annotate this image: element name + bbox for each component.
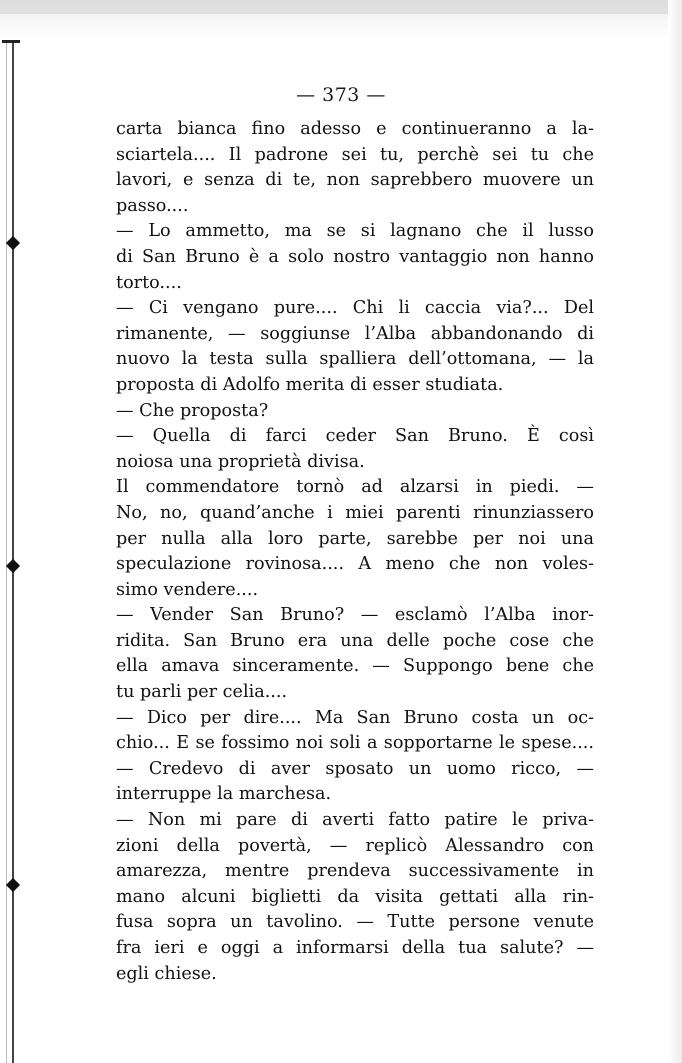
page-top-edge [0,0,682,14]
text-line: speculazione rovinosa.... A meno che non voles- [116,554,594,575]
text-line: torto.... [116,272,182,293]
text-line: — Credevo di aver sposato un uomo ricco, — [116,758,594,779]
binding-notch [2,40,20,43]
text-line: mano alcuni biglietti da visita gettati alla rin- [116,886,594,907]
text-line: chio... E se fossimo noi soli a sopportarne le spese.... [116,733,594,754]
text-line: — Che proposta? [116,400,269,421]
text-line: carta bianca fino adesso e continueranno a la- [116,119,594,139]
text-line: amarezza, mentre prendeva successivamente in [116,861,594,882]
text-line: No, no, quand’anche i miei parenti rinunziassero [116,502,594,523]
text-line: sciartela.... Il padrone sei tu, perchè sei tu che [116,144,594,165]
text-line: — Ci vengano pure.... Chi li caccia via?... Del [116,298,594,319]
page-right-edge [668,0,682,1063]
text-line: fra ieri e oggi a informarsi della tua salute? — [116,938,594,958]
text-line: — Quella di farci ceder San Bruno. È così [116,426,594,447]
text-line: simo vendere.... [116,579,259,600]
text-line: rimanente, — soggiunse l’Alba abbandonando di [116,323,594,344]
text-line: noiosa una proprietà divisa. [116,451,365,472]
binding-mark-1 [6,236,20,250]
text-line: zioni della povertà, — replicò Alessandro con [116,835,594,856]
text-line: nuovo la testa sulla spalliera dell’ottomana, — la [116,349,594,370]
text-line: di San Bruno è a solo nostro vantaggio non hanno [116,246,594,267]
text-line: interruppe la marchesa. [116,784,332,805]
text-line: per nulla alla loro parte, sarebbe per noi una [116,528,594,549]
text-line: ella amava sinceramente. — Suppongo bene che [116,656,594,677]
body-text [116,117,594,987]
text-line: — Non mi pare di averti fatto patire le priva- [116,810,594,831]
text-line: — Lo ammetto, ma se si lagnano che il lusso [116,221,594,242]
text-line: fusa sopra un tavolino. — Tutte persone venute [116,912,594,933]
binding-mark-2 [6,559,20,573]
text-line: — Vender San Bruno? — esclamò l’Alba inor- [116,605,594,626]
text-line: tu parli per celia.... [116,682,288,703]
text-line: lavori, e senza di te, non saprebbero muovere un [116,170,594,191]
text-line: proposta di Adolfo merita di esser studiata. [116,374,504,395]
text-line: — Dico per dire.... Ma San Bruno costa un oc- [116,707,594,728]
text-line: egli chiese. [116,963,217,984]
text-line: Il commendatore tornò ad alzarsi in piedi. — [116,477,594,498]
binding-edge-faint [6,40,7,1063]
binding-mark-3 [6,878,20,892]
text-line: passo.... [116,195,189,216]
text-line: ridita. San Bruno era una delle poche cose che [116,630,594,651]
binding-edge [12,40,14,1063]
page-number: — 373 — [296,84,386,106]
